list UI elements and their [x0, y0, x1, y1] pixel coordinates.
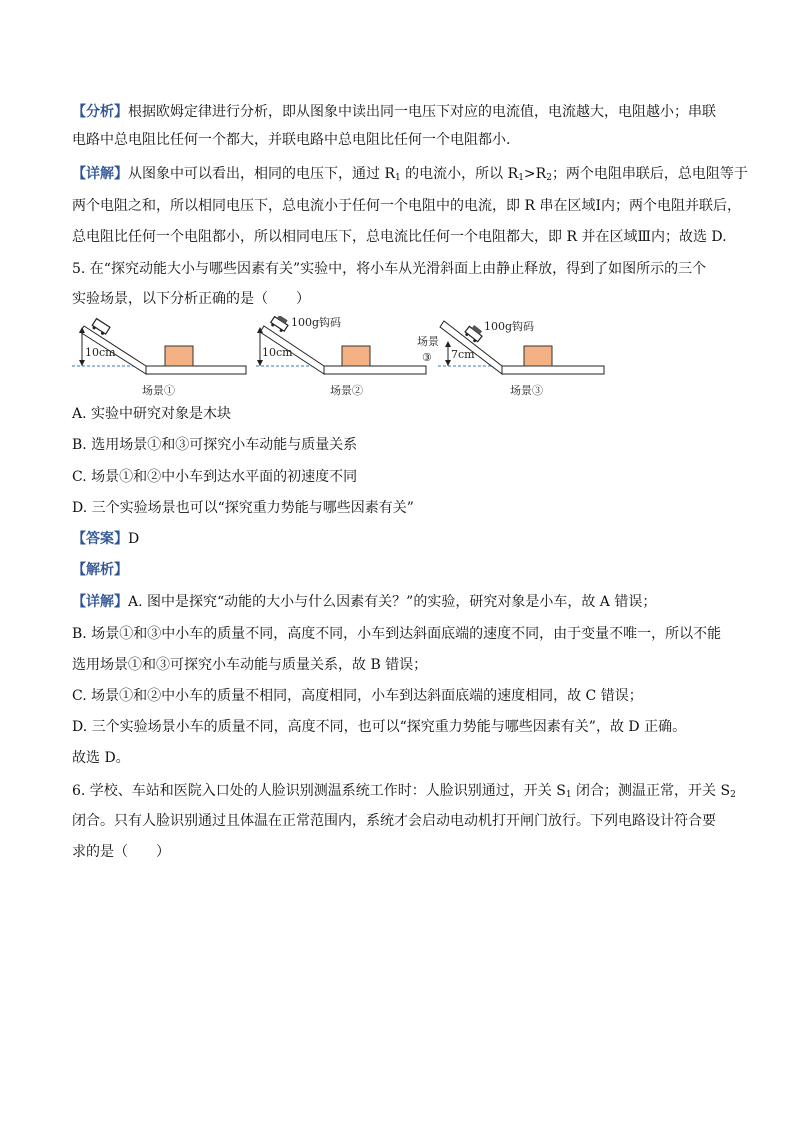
q5-detail-line-4: C. 场景①和②中小车的质量不相同，高度相同，小车到达斜面底端的速度相同，故 C 错误； [72, 688, 643, 704]
scene1-height: 10cm [85, 346, 116, 359]
q5-explain-line [72, 560, 128, 580]
q5-stem-2: 实验场景，以下分析正确的是（ ） [72, 291, 310, 307]
detail-q4-line-2: 两个电阻之和，所以相同电压下，总电流小于任何一个电阻中的电流，即 R 串在区域Ⅰ内；两个电阻并联后， [72, 198, 741, 214]
scene-1 [72, 319, 246, 397]
scene3-side-label: 场景 [417, 335, 439, 348]
table [324, 366, 426, 374]
q5-detail-line-5: D. 三个实验场景小车的质量不同，高度不同，也可以“探究重力势能与哪些因素有关”，故 D 正确。 [72, 719, 687, 735]
explain-label: 【解析】 [72, 562, 128, 578]
analysis-line-1 [72, 102, 716, 122]
q5-stem-1: 5. 在“探究动能大小与哪些因素有关”实验中，将小车从光滑斜面上由静止释放，得到了如图所示的三个 [72, 261, 707, 277]
q6-line-2: 闭合。只有人脸识别通过且体温在正常范围内，系统才会启动电动机打开闸门放行。下列电路设计符合要 [72, 813, 716, 829]
subscript: 1 [565, 790, 572, 800]
scene3-side-num: ③ [422, 351, 432, 364]
q5-option-b: B. 选用场景①和③可探究小车动能与质量关系 [72, 437, 358, 453]
cart-with-weight [269, 316, 290, 333]
q5-detail-line-2: B. 场景①和③中小车的质量不同，高度不同，小车到达斜面底端的速度不同，由于变量不唯一，所以不能 [72, 626, 722, 642]
scene-3 [417, 319, 604, 397]
analysis-text-1: 根据欧姆定律进行分析，即从图象中读出同一电压下对应的电流值，电流越大，电阻越小；串联 [128, 104, 716, 120]
arrow-head [445, 341, 451, 347]
subscript: 2 [730, 790, 736, 800]
q5-figure [72, 316, 632, 404]
wood-block [165, 346, 193, 366]
scene2-weight: 100g钩码 [291, 316, 342, 329]
detail-label: 【详解】 [72, 594, 128, 610]
scene2-height: 10cm [262, 346, 293, 359]
detail-q4-text-c: >R [523, 166, 547, 182]
q5-option-d: D. 三个实验场景也可以“探究重力势能与哪些因素有关” [72, 500, 414, 516]
arrow-head [257, 360, 263, 366]
detail-q4-label: 【详解】 [72, 166, 128, 182]
subscript: 2 [546, 173, 552, 183]
q6-line-1 [72, 781, 736, 801]
table [146, 366, 246, 374]
q5-answer-line [72, 529, 139, 549]
scene3-caption: 场景③ [510, 384, 543, 397]
wood-block [524, 346, 552, 366]
detail-q4-text-a: 从图象中可以看出，相同的电压下，通过 R [128, 166, 395, 182]
q5-detail-line-1 [72, 592, 656, 612]
answer-label: 【答案】 [72, 531, 128, 547]
analysis-line-2: 电路中总电阻比任何一个都大，并联电路中总电阻比任何一个电阻都小. [72, 132, 511, 148]
q6-text-a: 6. 学校、车站和医院入口处的人脸识别测温系统工作时：人脸识别通过，开关 S [72, 783, 566, 799]
arrow-head [79, 360, 85, 366]
scene3-weight: 100g钩码 [484, 320, 535, 333]
scene-2 [256, 316, 426, 397]
detail-q4-line-3: 总电阻比任何一个电阻都小，所以相同电压下，总电流比任何一个电阻都大，即 R 并在区域Ⅲ内；故选 D. [72, 229, 727, 245]
detail-text-1: A. 图中是探究“动能的大小与什么因素有关？”的实验，研究对象是小车，故 A 错误； [128, 594, 657, 610]
analysis-label: 【分析】 [72, 104, 128, 120]
subscript: 1 [518, 173, 524, 183]
scene3-height: 7cm [451, 348, 475, 361]
scene1-caption: 场景① [142, 384, 175, 397]
q6-text-b: 闭合；测温正常，开关 S [571, 783, 731, 799]
q5-option-a: A. 实验中研究对象是木块 [72, 406, 232, 422]
answer-value: D [128, 531, 140, 547]
detail-q4-text-d: ；两个电阻串联后，总电阻等于 [551, 166, 748, 182]
detail-q4-text-b: 的电流小，所以 R [400, 166, 519, 182]
detail-q4-line-1 [72, 164, 748, 184]
q5-option-c: C. 场景①和②中小车到达水平面的初速度不同 [72, 469, 358, 485]
scene2-caption: 场景② [330, 384, 363, 397]
table [502, 366, 604, 374]
q6-line-3: 求的是（ ） [72, 844, 170, 860]
q5-detail-line-6: 故选 D。 [72, 750, 130, 766]
wood-block [342, 346, 370, 366]
subscript: 1 [395, 173, 401, 183]
q5-detail-line-3: 选用场景①和③可探究小车动能与质量关系，故 B 错误； [72, 657, 428, 673]
